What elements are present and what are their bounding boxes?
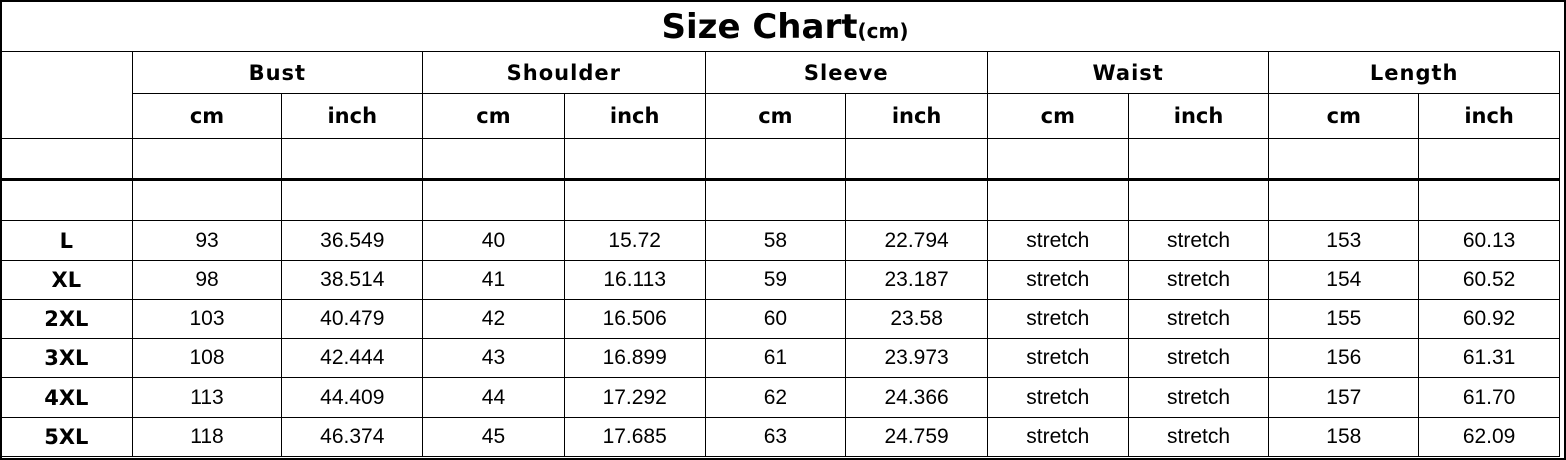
measurement-cell: stretch bbox=[1128, 339, 1269, 378]
blank-cell bbox=[132, 180, 282, 221]
measurement-cell: 58 bbox=[705, 221, 846, 260]
measurement-cell: stretch bbox=[987, 417, 1128, 456]
measurement-cell: 60.92 bbox=[1419, 299, 1560, 338]
blank-cell bbox=[564, 180, 705, 221]
measurement-cell: 63 bbox=[705, 417, 846, 456]
measurement-cell: 62.09 bbox=[1419, 417, 1560, 456]
blank-cell bbox=[1269, 180, 1419, 221]
measurement-cell: 40 bbox=[423, 221, 565, 260]
measurement-cell: 16.899 bbox=[564, 339, 705, 378]
blank-cell bbox=[987, 138, 1128, 179]
blank-cell bbox=[1, 138, 133, 179]
measurement-cell: 60.52 bbox=[1419, 260, 1560, 299]
unit-header: cm bbox=[1269, 94, 1419, 138]
blank-row bbox=[1, 180, 1560, 221]
unit-header-row bbox=[1, 94, 1560, 138]
measurement-cell: 62 bbox=[705, 378, 846, 417]
group-header-row bbox=[1, 52, 1560, 94]
blank-cell bbox=[846, 180, 988, 221]
measurement-cell: 44.409 bbox=[282, 378, 423, 417]
blank-cell bbox=[987, 180, 1128, 221]
measurement-cell: 60.13 bbox=[1419, 221, 1560, 260]
measurement-cell: 16.506 bbox=[564, 299, 705, 338]
measurement-cell: 22.794 bbox=[846, 221, 988, 260]
measurement-cell: 16.113 bbox=[564, 260, 705, 299]
measurement-cell: stretch bbox=[987, 339, 1128, 378]
unit-header: inch bbox=[1419, 94, 1560, 138]
blank-cell bbox=[423, 180, 565, 221]
measurement-cell: 23.973 bbox=[846, 339, 988, 378]
measurement-cell: 153 bbox=[1269, 221, 1419, 260]
chart-title-unit: (cm) bbox=[857, 19, 909, 43]
measurement-cell: 61.31 bbox=[1419, 339, 1560, 378]
measurement-cell: 38.514 bbox=[282, 260, 423, 299]
size-table bbox=[0, 51, 1560, 457]
measurement-cell: stretch bbox=[1128, 299, 1269, 338]
blank-cell bbox=[1, 180, 133, 221]
measurement-cell: stretch bbox=[1128, 221, 1269, 260]
table-row bbox=[1, 417, 1560, 456]
size-data-body bbox=[1, 221, 1560, 457]
measurement-cell: stretch bbox=[1128, 260, 1269, 299]
measurement-cell: 156 bbox=[1269, 339, 1419, 378]
blank-cell bbox=[1128, 138, 1269, 179]
blank-cell bbox=[282, 180, 423, 221]
unit-header: cm bbox=[987, 94, 1128, 138]
unit-header: cm bbox=[132, 94, 282, 138]
blank-row bbox=[1, 138, 1560, 179]
measurement-cell: stretch bbox=[987, 299, 1128, 338]
measurement-cell: 155 bbox=[1269, 299, 1419, 338]
measurement-cell: 158 bbox=[1269, 417, 1419, 456]
group-header: Shoulder bbox=[423, 52, 705, 94]
measurement-cell: 154 bbox=[1269, 260, 1419, 299]
measurement-cell: 61.70 bbox=[1419, 378, 1560, 417]
blank-cell bbox=[282, 138, 423, 179]
unit-header: inch bbox=[846, 94, 988, 138]
blank-cell bbox=[132, 138, 282, 179]
table-row bbox=[1, 260, 1560, 299]
blank-cell bbox=[1128, 180, 1269, 221]
measurement-cell: 42 bbox=[423, 299, 565, 338]
measurement-cell: 45 bbox=[423, 417, 565, 456]
measurement-cell: 23.58 bbox=[846, 299, 988, 338]
measurement-cell: 61 bbox=[705, 339, 846, 378]
measurement-cell: 17.292 bbox=[564, 378, 705, 417]
blank-cell bbox=[1269, 138, 1419, 179]
table-row bbox=[1, 299, 1560, 338]
size-label: 2XL bbox=[1, 299, 133, 338]
table-row bbox=[1, 221, 1560, 260]
blank-cell bbox=[705, 180, 846, 221]
size-label: 5XL bbox=[1, 417, 133, 456]
measurement-cell: 36.549 bbox=[282, 221, 423, 260]
table-row bbox=[1, 339, 1560, 378]
group-header: Waist bbox=[987, 52, 1268, 94]
measurement-cell: 24.759 bbox=[846, 417, 988, 456]
blank-cell bbox=[564, 138, 705, 179]
measurement-cell: 40.479 bbox=[282, 299, 423, 338]
measurement-cell: 23.187 bbox=[846, 260, 988, 299]
size-label: L bbox=[1, 221, 133, 260]
measurement-cell: stretch bbox=[987, 260, 1128, 299]
unit-header: cm bbox=[705, 94, 846, 138]
blank-cell bbox=[705, 138, 846, 179]
measurement-cell: 42.444 bbox=[282, 339, 423, 378]
size-label: 4XL bbox=[1, 378, 133, 417]
measurement-cell: 103 bbox=[132, 299, 282, 338]
measurement-cell: stretch bbox=[987, 221, 1128, 260]
group-header: Bust bbox=[132, 52, 423, 94]
unit-header: inch bbox=[1128, 94, 1269, 138]
blank-cell bbox=[846, 138, 988, 179]
blank-cell bbox=[1419, 180, 1560, 221]
measurement-cell: 113 bbox=[132, 378, 282, 417]
measurement-cell: 60 bbox=[705, 299, 846, 338]
measurement-cell: 108 bbox=[132, 339, 282, 378]
measurement-cell: stretch bbox=[1128, 417, 1269, 456]
measurement-cell: 24.366 bbox=[846, 378, 988, 417]
unit-header: inch bbox=[564, 94, 705, 138]
measurement-cell: 17.685 bbox=[564, 417, 705, 456]
measurement-cell: 43 bbox=[423, 339, 565, 378]
measurement-cell: 98 bbox=[132, 260, 282, 299]
group-header: Sleeve bbox=[705, 52, 987, 94]
measurement-cell: stretch bbox=[987, 378, 1128, 417]
measurement-cell: 44 bbox=[423, 378, 565, 417]
chart-title-main: Size Chart bbox=[661, 7, 858, 47]
unit-header: inch bbox=[282, 94, 423, 138]
blank-cell bbox=[423, 138, 565, 179]
measurement-cell: 41 bbox=[423, 260, 565, 299]
group-header: Length bbox=[1269, 52, 1560, 94]
measurement-cell: 118 bbox=[132, 417, 282, 456]
measurement-cell: stretch bbox=[1128, 378, 1269, 417]
blank-cell bbox=[1419, 138, 1560, 179]
corner-cell bbox=[1, 52, 133, 139]
chart-title bbox=[2, 6, 1566, 48]
size-label: 3XL bbox=[1, 339, 133, 378]
table-row bbox=[1, 378, 1560, 417]
measurement-cell: 15.72 bbox=[564, 221, 705, 260]
measurement-cell: 46.374 bbox=[282, 417, 423, 456]
measurement-cell: 59 bbox=[705, 260, 846, 299]
measurement-cell: 93 bbox=[132, 221, 282, 260]
unit-header: cm bbox=[423, 94, 565, 138]
measurement-cell: 157 bbox=[1269, 378, 1419, 417]
size-label: XL bbox=[1, 260, 133, 299]
